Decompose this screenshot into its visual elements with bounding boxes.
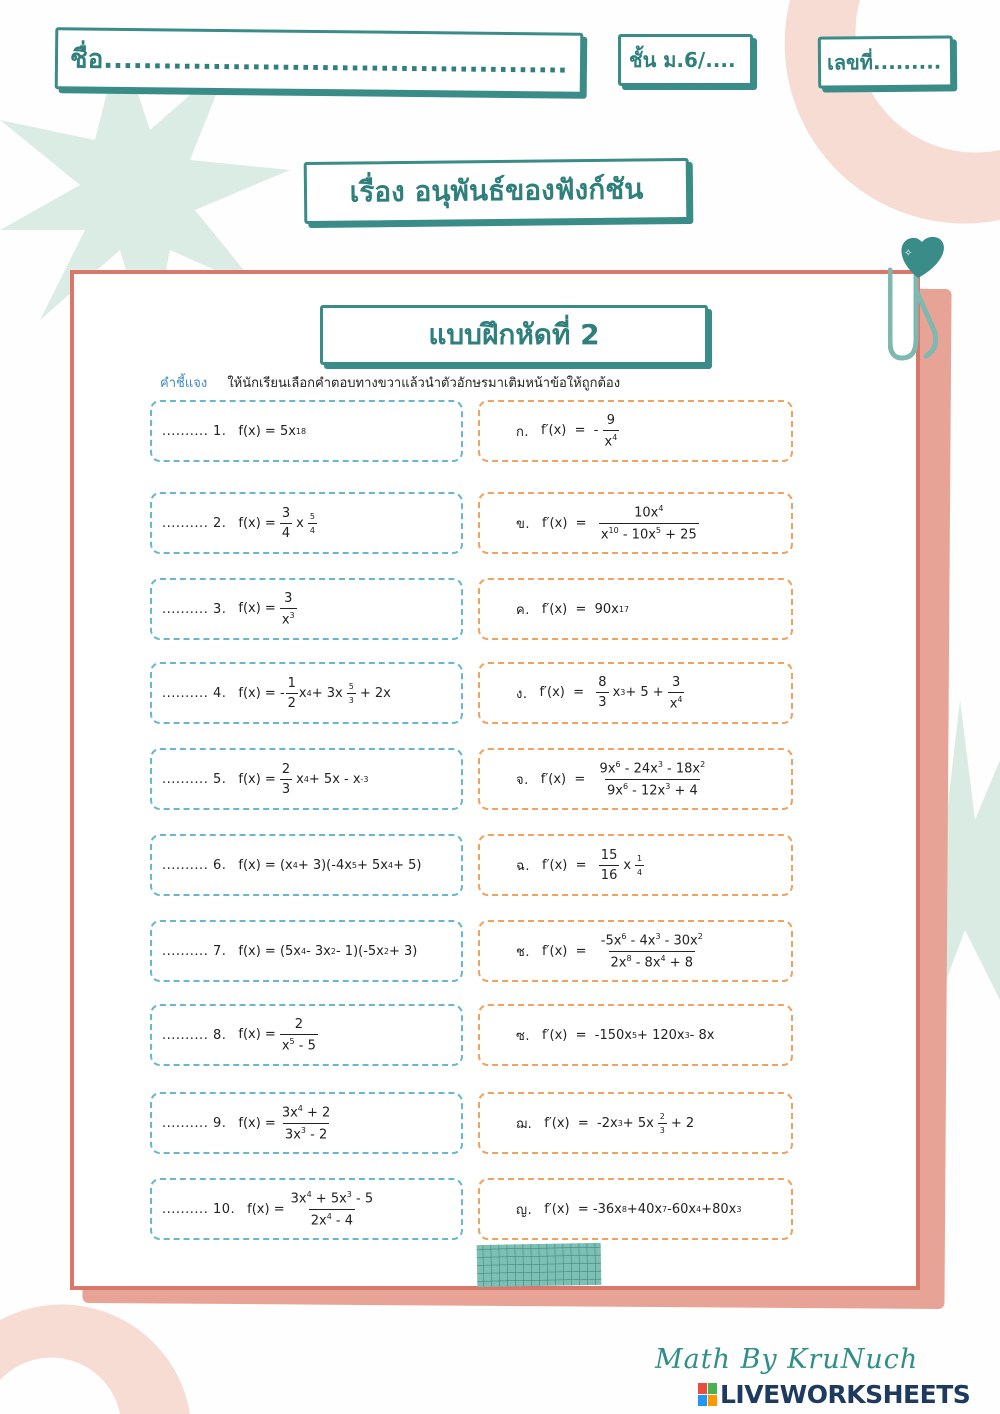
instruction-row [160,372,620,393]
question-6[interactable] [150,834,463,896]
answer-expression: f′(x) = -2x 3 + 5x $\frac{2}{3}$ + 2 [544,1111,695,1135]
question-expression: f(x) = $\frac{2}{3}$ x 4 + 5x - x -3 [238,761,369,797]
grid-tape-decoration [475,1240,605,1290]
answer-option-9 [478,1092,793,1154]
question-expression: f(x) = $\frac{3}{4}$ x $\frac{5}{4}$ [238,505,315,541]
question-number: 9. [212,1115,227,1131]
question-number: 10. [212,1201,236,1217]
answer-blank: .......... [162,1115,209,1131]
answer-blank: .......... [162,1027,209,1043]
answer-letter: ช. [516,944,530,960]
question-number: 3. [212,601,227,617]
number-label: เลขที่......... [826,49,942,75]
answer-option-4 [478,662,793,724]
answer-blank: .......... [162,771,209,787]
question-7[interactable] [150,920,463,982]
author-signature: Math By KruNuch [655,1344,919,1375]
answer-letter: ฌ. [516,1116,533,1132]
question-expression: f(x) = $\frac{3x^4 + 5x^3 - 5}{2x^4 - 4}$ [247,1190,374,1228]
name-field-box[interactable] [55,27,584,95]
answer-expression: f′(x) = -150x 5 + 120x 3 - 8x [541,1027,715,1043]
question-2[interactable] [150,492,463,554]
ring-shape-top-right [785,0,1000,224]
question-9[interactable] [150,1092,463,1154]
answer-blank: .......... [162,857,209,873]
svg-text:✧: ✧ [904,248,913,259]
question-number: 8. [212,1027,227,1043]
question-1[interactable] [150,400,463,462]
question-expression: f(x) = 5x 18 [238,423,307,439]
answer-blank: .......... [162,515,209,531]
question-number: 6. [212,857,227,873]
exercise-title-box [320,305,708,365]
name-label: ชื่อ............................................... [69,43,568,80]
answer-blank: .......... [162,601,209,617]
answer-option-10 [478,1178,793,1240]
answer-letter: ซ. [516,1028,530,1044]
answer-blank: .......... [162,685,209,701]
answer-option-8 [478,1004,793,1066]
question-3[interactable] [150,578,463,640]
answer-option-2 [478,492,793,554]
answer-option-5 [478,748,793,810]
answer-letter: ฉ. [516,858,530,874]
liveworksheets-logo-icon [698,1383,718,1407]
question-8[interactable] [150,1004,463,1066]
answer-option-6 [478,834,793,896]
answer-expression: f′(x) = -36x 8 +40x 7 -60x 4 +80x 3 [544,1201,742,1217]
topic-title-box [304,158,690,224]
question-expression: f(x) = $\frac{3x^4 + 2}{3x^3 - 2}$ [238,1104,331,1142]
class-field-box[interactable] [618,34,753,86]
question-number: 2. [212,515,227,531]
answer-letter: ข. [516,516,531,532]
exercise-title: แบบฝึกหัดที่ 2 [428,318,600,351]
question-number: 7. [212,943,227,959]
instruction-text: ให้นักเรียนเลือกคำตอบทางขวาแล้วนำตัวอักษรมาเติมหน้าข้อให้ถูกต้อง [227,376,621,391]
question-number: 5. [212,771,227,787]
instruction-label: คำชี้แจง [160,376,208,391]
answer-blank: .......... [162,1201,209,1217]
question-expression: f(x) = (5x 4 - 3x 2 - 1)(-5x 2 + 3) [238,943,418,959]
answer-blank: .......... [162,943,209,959]
answer-expression: f′(x) = $\frac{8}{3}$ x 3 + 5 + $\frac{3}{x^4}$ [539,674,683,712]
answer-option-7 [478,920,793,982]
answer-letter: ง. [516,686,528,702]
answer-expression: f′(x) = $\frac{10x^4}{x^{10} - 10x^5 + 25}$ [542,504,697,542]
paperclip-icon [888,230,948,370]
answer-option-3 [478,578,793,640]
question-expression: f(x) = $\frac{2}{x^5 - 5}$ [238,1016,316,1054]
answer-expression: f′(x) = 90x 17 [541,601,630,617]
liveworksheets-logo [698,1380,970,1409]
question-expression: f(x) = (x 4 + 3)(-4x 5 + 5x 4 + 5) [238,857,422,873]
liveworksheets-brand: LIVEWORKSHEETS [720,1380,971,1409]
answer-expression: f′(x) = $\frac{-5x^6 - 4x^3 - 30x^2}{2x^8 - 8x^4 + 8}$ [541,932,703,970]
question-5[interactable] [150,748,463,810]
question-number: 4. [212,685,227,701]
answer-expression: f′(x) = $\frac{9x^6 - 24x^3 - 18x^2}{9x^6 - 12x^3 + 4}$ [540,760,706,798]
question-10[interactable] [150,1178,463,1240]
answer-letter: ค. [516,602,530,618]
question-4[interactable] [150,662,463,724]
answer-letter: ญ. [516,1202,533,1218]
number-field-box[interactable] [818,35,953,88]
answer-expression: f′(x) = - $\frac{9}{x^4}$ [541,412,618,450]
answer-option-1 [478,400,793,462]
topic-title: เรื่อง อนุพันธ์ของฟังก์ชัน [349,172,644,209]
answer-letter: ก. [516,424,530,440]
question-expression: f(x) = $\frac{3}{x^3}$ [238,590,295,628]
question-expression: f(x) = - $\frac{1}{2}$ x 4 + 3x $\frac{5}{3}$ + 2x [238,675,391,711]
question-number: 1. [212,423,227,439]
class-label: ชั้น ม.6/.... [629,48,736,72]
ring-shape-bottom-left [0,1304,190,1414]
answer-letter: จ. [516,772,529,788]
answer-expression: f′(x) = $\frac{15}{16}$ x $\frac{1}{4}$ [542,847,643,883]
answer-blank: .......... [162,423,209,439]
